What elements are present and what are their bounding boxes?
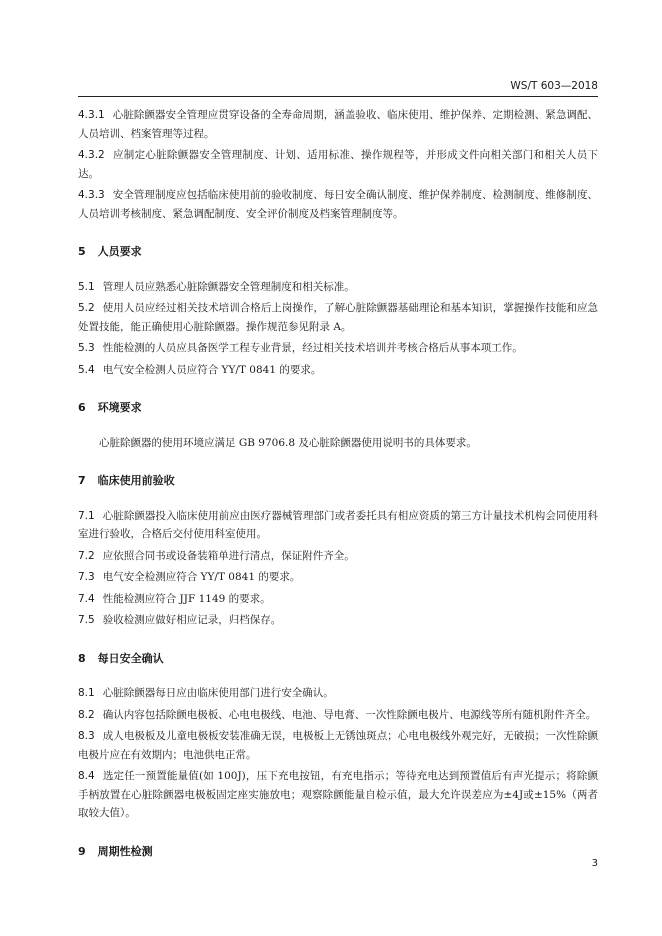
section-title: 周期性检测	[97, 844, 153, 858]
clause-7-1	[78, 507, 598, 544]
clause-number: 5.3	[78, 342, 95, 354]
clause-number: 7.5	[78, 614, 95, 626]
section-heading-7	[78, 472, 598, 491]
clause-text: 安全管理制度应包括临床使用前的验收制度、每日安全确认制度、维护保养制度、检测制度、维修制度、人员培训考核制度、紧急调配制度、安全评价制度及档案管理制度等。	[78, 189, 598, 220]
section-heading-5	[78, 243, 598, 262]
clause-text: 确认内容包括除颤电极板、心电电极线、电池、导电膏、一次性除颤电极片、电源线等所有随机附件齐全。	[102, 708, 597, 721]
clause-number: 8.2	[78, 708, 95, 721]
clause-text: 选定任一预置能量值(如 100J)，压下充电按钮，有充电指示；等待充电达到预置值后有声光提示；将除颤手柄放置在心脏除颤器电极板固定座实施放电；观察除颤能量自检示值，最大允许误差应为±4J或±15%（两者取较大值）。	[78, 770, 598, 819]
clause-8-1	[78, 684, 598, 703]
clause-8-3	[78, 727, 598, 764]
clause-5-1	[78, 278, 598, 297]
clause-7-4	[78, 590, 598, 609]
clause-number: 4.3.1	[78, 109, 105, 121]
clause-number: 8.3	[78, 730, 95, 742]
clause-text: 性能检测的人员应具备医学工程专业背景，经过相关技术培训并考核合格后从事本项工作。	[102, 342, 523, 354]
section-heading-9	[78, 843, 598, 862]
clause-4-3-3	[78, 186, 598, 223]
section-title: 环境要求	[97, 401, 142, 414]
section-number: 5	[78, 245, 86, 258]
clause-number: 7.3	[78, 571, 95, 583]
clause-5-2	[78, 299, 598, 336]
section-title: 每日安全确认	[97, 651, 164, 665]
clause-4-3-2	[78, 146, 598, 183]
clause-text: 管理人员应熟悉心脏除颤器安全管理制度和相关标准。	[102, 280, 355, 293]
clause-text: 验收检测应做好相应记录，归档保存。	[102, 614, 282, 626]
clause-text: 应制定心脏除颤器安全管理制度、计划、适用标准、操作规程等，并形成文件向相关部门和相关人员下达。	[78, 149, 598, 180]
page-number: 3	[591, 858, 598, 869]
clause-number: 7.1	[78, 509, 95, 522]
clause-text: 电气安全检测应符合 YY/T 0841 的要求。	[102, 571, 301, 583]
clause-text: 电气安全检测人员应符合 YY/T 0841 的要求。	[102, 363, 322, 376]
clause-text: 性能检测应符合 JJF 1149 的要求。	[102, 592, 271, 605]
clause-number: 8.1	[78, 687, 95, 699]
clause-text: 心脏除颤器安全管理应贯穿设备的全寿命周期，涵盖验收、临床使用、维护保养、定期检测、紧急调配、人员培训、档案管理等过程。	[78, 109, 598, 140]
clause-text: 使用人员应经过相关技术培训合格后上岗操作，了解心脏除颤器基础理论和基本知识，掌握操作技能和应急处置技能，能正确使用心脏除颤器。操作规范参见附录 A。	[78, 302, 598, 333]
clause-7-5	[78, 611, 598, 630]
document-body	[78, 106, 598, 877]
section-heading-6	[78, 399, 598, 418]
clause-7-2	[78, 547, 598, 566]
clause-number: 4.3.2	[78, 149, 105, 161]
clause-8-2	[78, 706, 598, 725]
section-number: 9	[78, 844, 86, 858]
clause-number: 5.1	[78, 280, 95, 293]
clause-number: 4.3.3	[78, 189, 105, 201]
clause-number: 7.4	[78, 592, 95, 605]
clause-number: 7.2	[78, 549, 95, 562]
clause-text: 应依照合同书或设备装箱单进行清点，保证附件齐全。	[102, 549, 355, 562]
clause-number: 8.4	[78, 770, 95, 782]
clause-5-4	[78, 361, 598, 380]
section-number: 6	[78, 401, 86, 414]
section-title: 临床使用前验收	[97, 474, 175, 487]
header-rule	[78, 96, 598, 97]
clause-number: 5.4	[78, 363, 95, 376]
clause-4-3-1	[78, 106, 598, 143]
clause-number: 5.2	[78, 302, 95, 314]
section-6-body: 心脏除颤器的使用环境应满足 GB 9706.8 及心脏除颤器使用说明书的具体要求。	[99, 436, 477, 449]
section-title: 人员要求	[97, 245, 142, 258]
clause-5-3	[78, 339, 598, 358]
standard-code: WS/T 603—2018	[510, 80, 598, 92]
section-heading-8	[78, 650, 598, 669]
clause-text: 心脏除颤器投入临床使用前应由医疗器械管理部门或者委托具有相应资质的第三方计量技术机构会同使用科室进行验收，合格后交付使用科室使用。	[78, 509, 598, 540]
clause-8-4	[78, 767, 598, 823]
clause-7-3	[78, 568, 598, 587]
clause-text: 成人电极板及儿童电极板安装准确无误，电极板上无锈蚀斑点；心电电极线外观完好，无破损；一次性除颤电极片应在有效期内；电池供电正常。	[78, 730, 598, 761]
section-number: 7	[78, 474, 86, 487]
clause-text: 心脏除颤器每日应由临床使用部门进行安全确认。	[102, 687, 334, 699]
section-number: 8	[78, 651, 86, 665]
